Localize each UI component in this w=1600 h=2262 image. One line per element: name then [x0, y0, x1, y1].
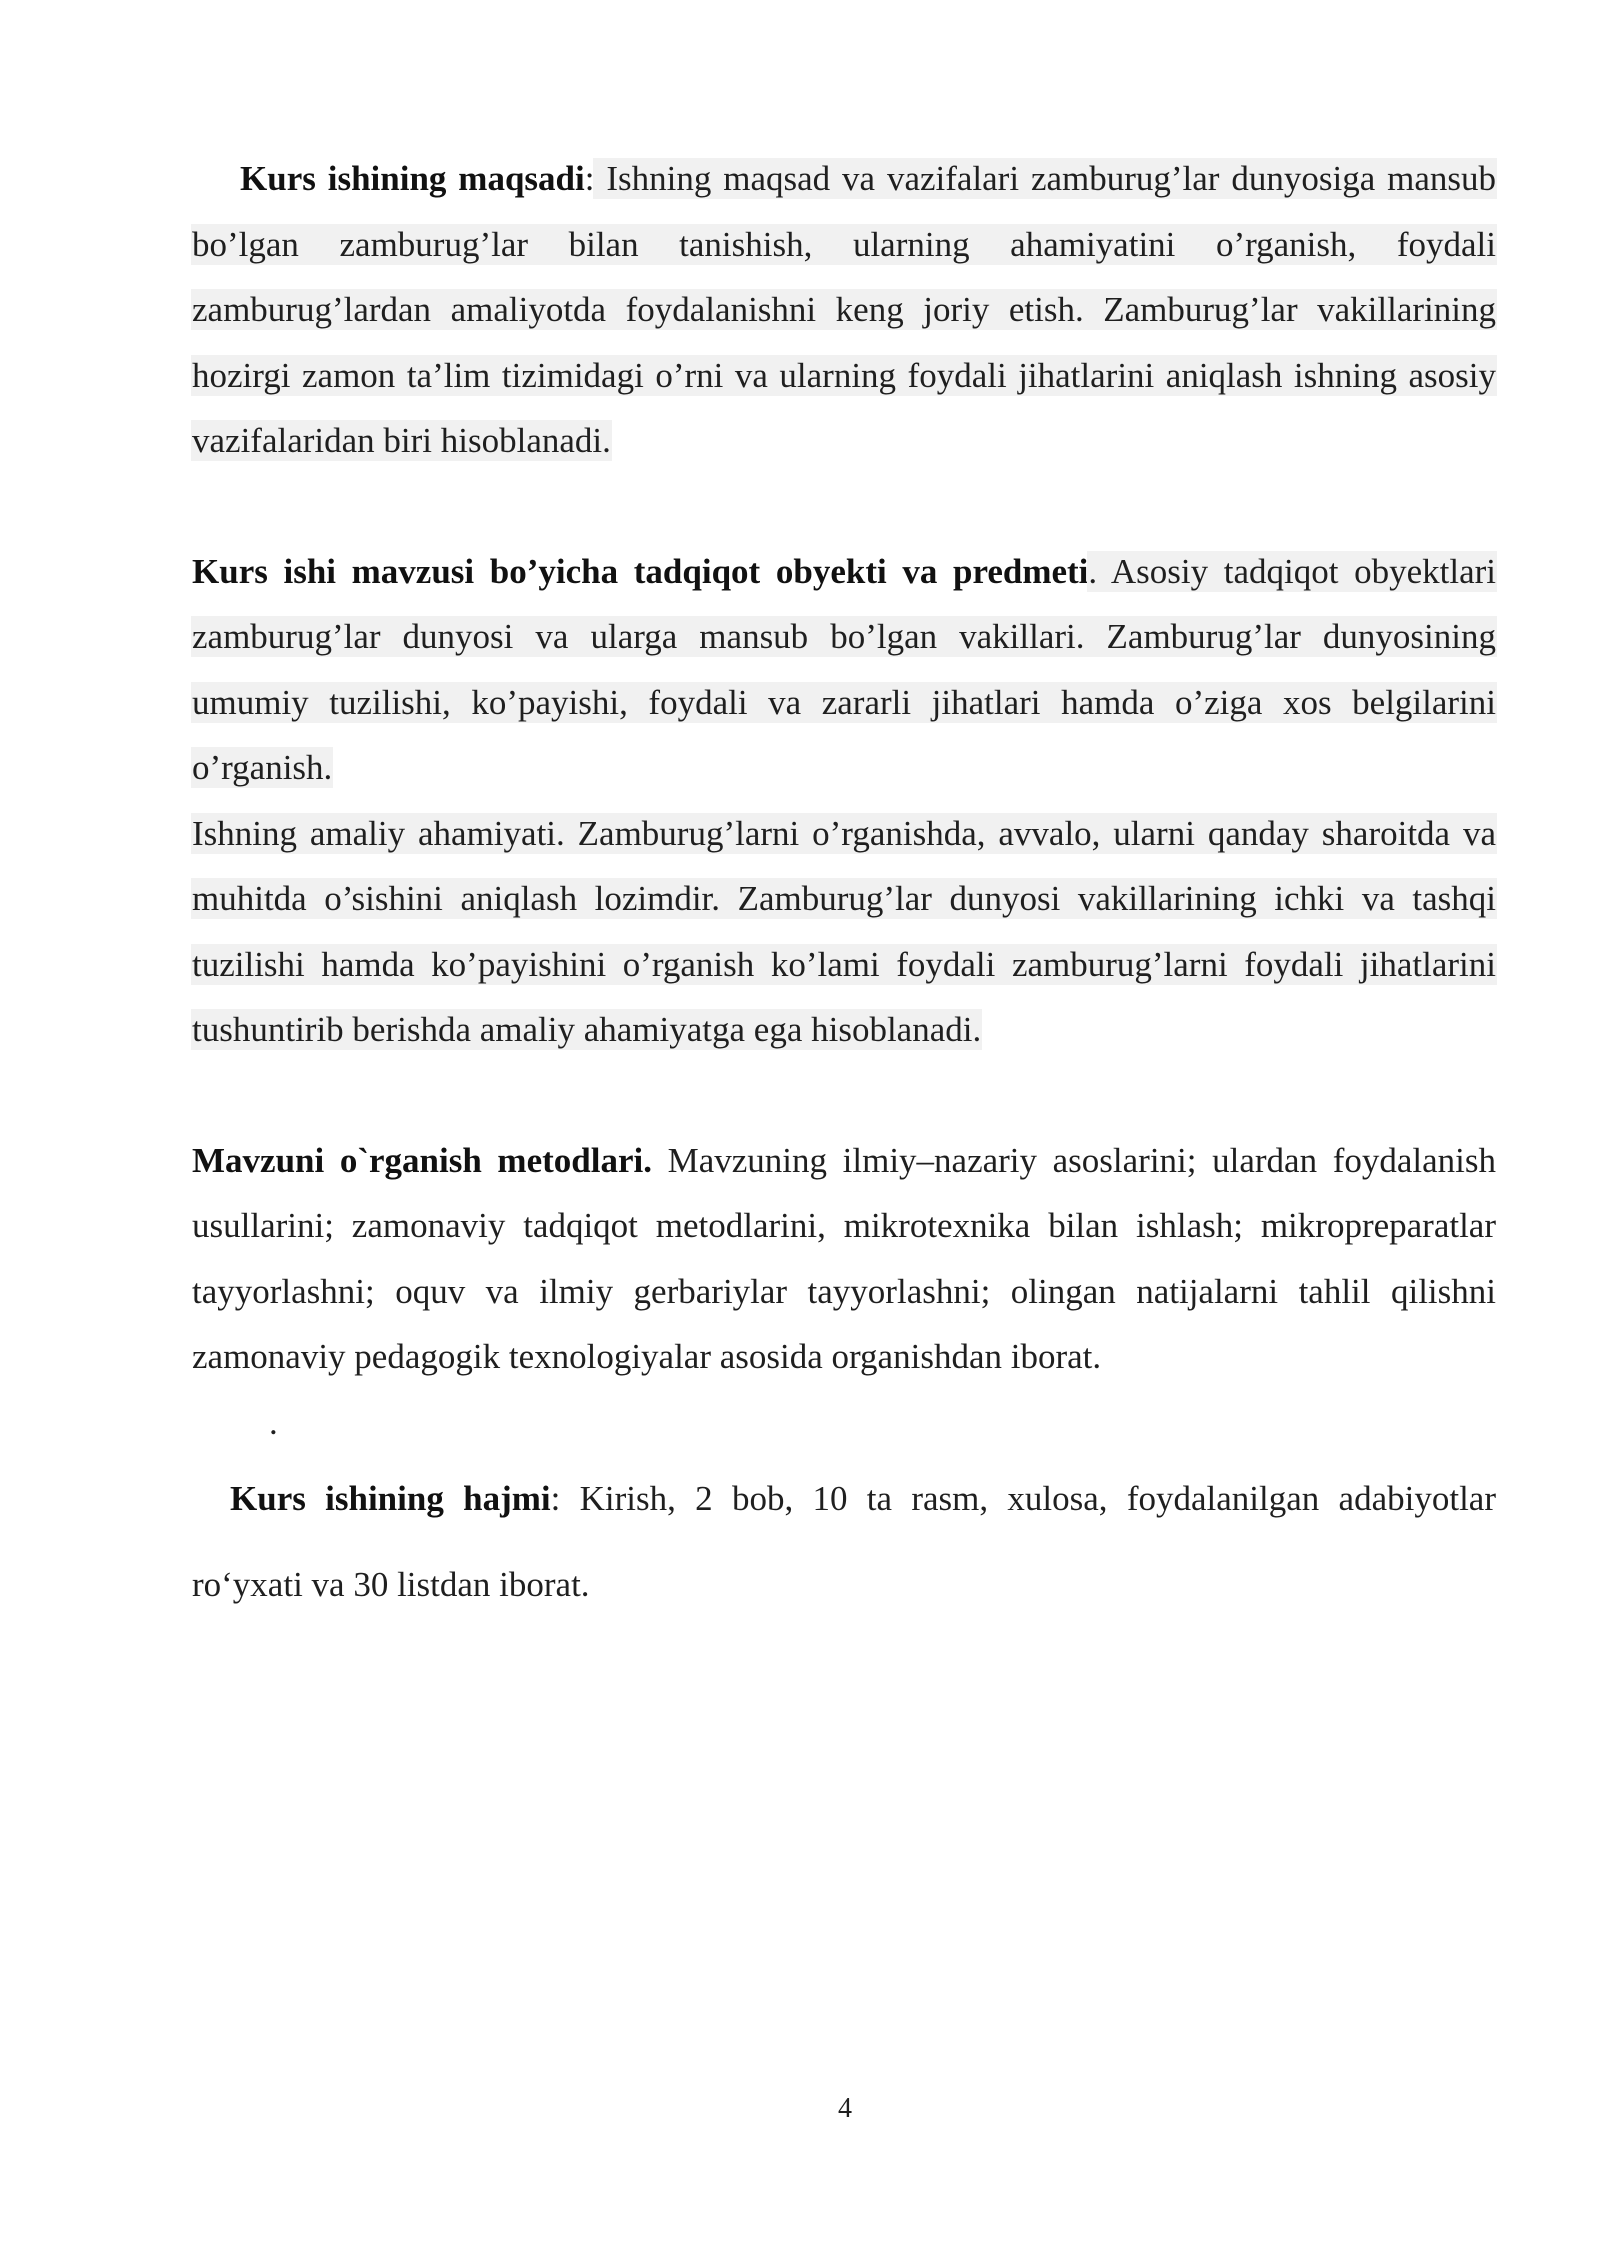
paragraph-research-object [192, 539, 1496, 801]
course-goal-heading: Kurs ishining maqsadi [240, 159, 585, 198]
methods-text: Mavzuning ilmiy–nazariy asoslarini; ulardan foydalanish usullarini; zamonaviy tadqiqot metodlarini, mikrotexnika bilan ishlash; mikropreparatlar tayyorlashni; oquv va ilmiy gerbariylar tayyorlashni; olingan natijalarni tahlil qilishni zamonaviy pedagogik texnologiyalar asosida organishdan iborat. [192, 1140, 1496, 1376]
methods-heading: Mavzuni o`rganish metodlari. [192, 1140, 652, 1180]
paragraph-methods [192, 1128, 1496, 1390]
practical-importance-lead: Ishning amaliy ahamiyati. [192, 813, 565, 853]
volume-text: Kirish, 2 bob, 10 ta rasm, xulosa, foydalanilgan adabiyotlar ro‘yxati va 30 listdan iborat. [192, 1478, 1496, 1604]
dot-line: . [269, 1402, 278, 1442]
research-object-heading: Kurs ishi mavzusi bo’yicha tadqiqot obyekti va predmeti [192, 551, 1089, 591]
practical-importance-text: Zamburug’larni o’rganishda, avvalo, ularni qanday sharoitda va muhitda o’sishini aniqlash lozimdir. Zamburug’lar dunyosi vakillarining ichki va tashqi tuzilishi hamda ko’payishini o’rganish ko’lami foydali zamburug’larni foydali jihatlarini tushuntirib berishda amaliy ahamiyatga ega hisoblanadi. [192, 813, 1496, 1049]
paragraph-course-goal [192, 146, 1496, 474]
paragraph-practical-importance [192, 801, 1496, 1063]
research-object-text: . Asosiy tadqiqot obyektlari zamburug’lar dunyosi va ularga mansub bo’lgan vakillari. Zamburug’lar dunyosining umumiy tuzilishi, ko’payishi, foydali va zararli jihatlari hamda o’ziga xos belgilarini o’rganish. [192, 551, 1497, 787]
volume-heading: Kurs ishining hajmi [230, 1478, 551, 1518]
volume-separator: : [550, 1478, 561, 1518]
course-goal-separator: : [584, 159, 595, 198]
page-number: 4 [838, 2093, 852, 2124]
page-content [192, 146, 1496, 1628]
paragraph-volume [192, 1456, 1496, 1628]
course-goal-text: Ishning maqsad va vazifalari zamburug’lar dunyosiga mansub bo’lgan zamburug’lar bilan tanishish, ularning ahamiyatini o’rganish, foydali zamburug’lardan amaliyotda foydalanishni keng joriy etish. Zamburug’lar vakillarining hozirgi zamon ta’lim tizimidagi o’rni va ularning foydali jihatlarini aniqlash ishning asosiy vazifalaridan biri hisoblanadi. [192, 159, 1496, 460]
